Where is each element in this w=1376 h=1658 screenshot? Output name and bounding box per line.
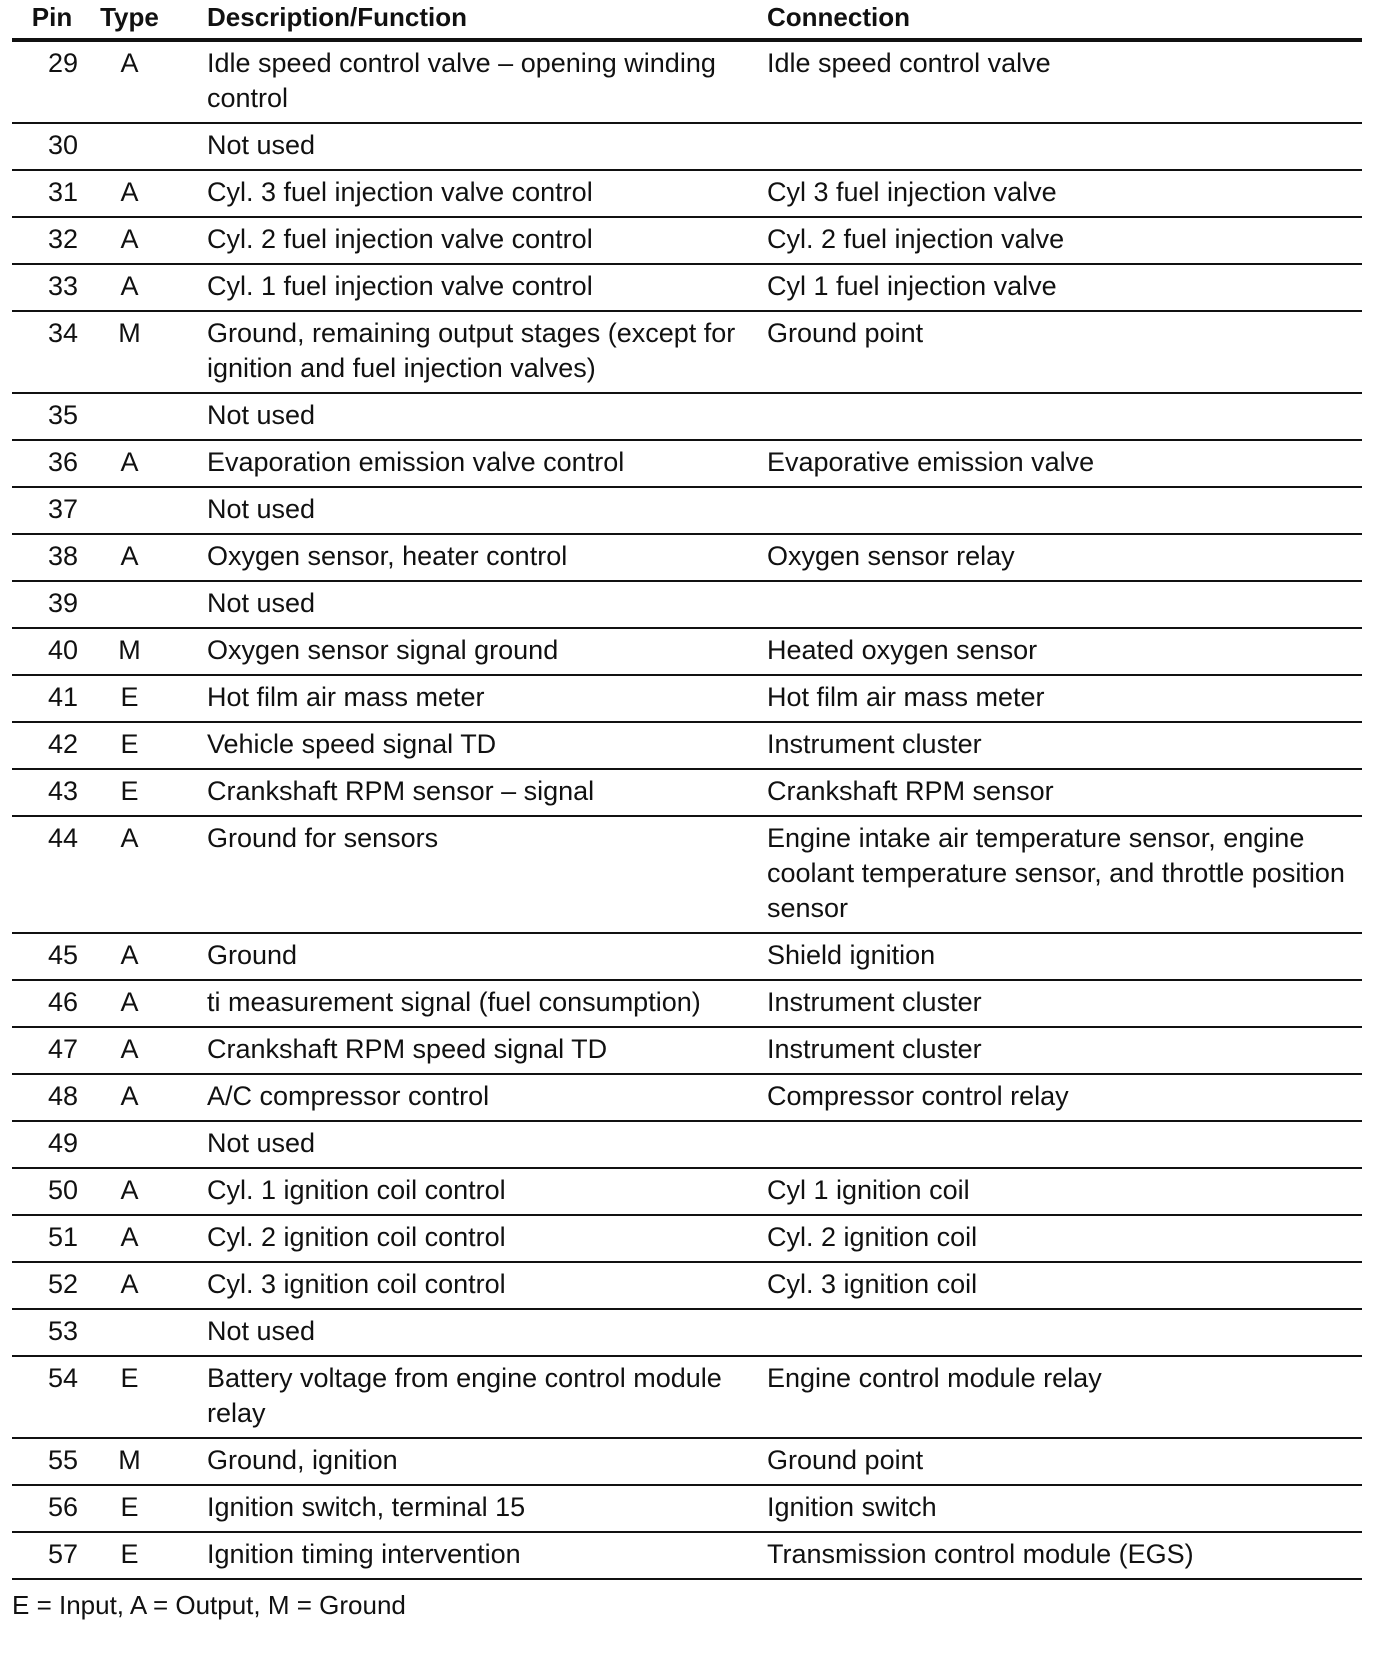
pin-cell: 52 [12, 1262, 92, 1309]
table-row [12, 1074, 1362, 1121]
pin-cell: 34 [12, 311, 92, 393]
pin-cell: 41 [12, 675, 92, 722]
type-cell: E [92, 675, 207, 722]
type-cell: E [92, 1356, 207, 1438]
header-row [12, 0, 1362, 40]
pin-cell: 49 [12, 1121, 92, 1168]
description-cell: Evaporation emission valve control [207, 440, 767, 487]
legend-note: E = Input, A = Output, M = Ground [12, 1590, 406, 1620]
type-cell: A [92, 1027, 207, 1074]
description-cell: Oxygen sensor signal ground [207, 628, 767, 675]
description-cell: Ground, remaining output stages (except for ignition and fuel injection valves) [207, 311, 767, 393]
type-cell: A [92, 1262, 207, 1309]
description-cell: Vehicle speed signal TD [207, 722, 767, 769]
description-cell: Ignition timing intervention [207, 1532, 767, 1579]
description-cell: ti measurement signal (fuel consumption) [207, 980, 767, 1027]
type-cell [92, 581, 207, 628]
connection-cell: Ignition switch [767, 1485, 1362, 1532]
header-pin: Pin [12, 0, 92, 40]
table-body [12, 40, 1362, 1579]
connection-cell: Cyl. 2 ignition coil [767, 1215, 1362, 1262]
table-row [12, 1485, 1362, 1532]
connection-cell: Shield ignition [767, 933, 1362, 980]
connection-cell [767, 581, 1362, 628]
type-cell: A [92, 170, 207, 217]
table-row [12, 487, 1362, 534]
table-row [12, 1438, 1362, 1485]
pin-cell: 31 [12, 170, 92, 217]
table-row [12, 980, 1362, 1027]
description-cell: Cyl. 1 fuel injection valve control [207, 264, 767, 311]
description-cell: Ground, ignition [207, 1438, 767, 1485]
description-cell: Cyl. 3 fuel injection valve control [207, 170, 767, 217]
pin-cell: 50 [12, 1168, 92, 1215]
type-cell: A [92, 217, 207, 264]
table-row [12, 769, 1362, 816]
table-row [12, 1356, 1362, 1438]
type-cell [92, 1121, 207, 1168]
type-cell: A [92, 440, 207, 487]
type-cell: A [92, 1215, 207, 1262]
description-cell: Not used [207, 123, 767, 170]
table-row [12, 440, 1362, 487]
connection-cell: Ground point [767, 1438, 1362, 1485]
connection-cell: Transmission control module (EGS) [767, 1532, 1362, 1579]
pin-cell: 35 [12, 393, 92, 440]
description-cell: Not used [207, 487, 767, 534]
description-cell: Crankshaft RPM sensor – signal [207, 769, 767, 816]
description-cell: Not used [207, 1309, 767, 1356]
connection-cell [767, 123, 1362, 170]
type-cell: E [92, 769, 207, 816]
type-cell: E [92, 722, 207, 769]
pin-cell: 57 [12, 1532, 92, 1579]
type-cell [92, 123, 207, 170]
pin-cell: 37 [12, 487, 92, 534]
pin-cell: 46 [12, 980, 92, 1027]
connection-cell: Cyl. 2 fuel injection valve [767, 217, 1362, 264]
description-cell: Idle speed control valve – opening winding control [207, 40, 767, 123]
table-row [12, 170, 1362, 217]
table-row [12, 1027, 1362, 1074]
pin-cell: 30 [12, 123, 92, 170]
type-cell: M [92, 1438, 207, 1485]
connection-cell: Evaporative emission valve [767, 440, 1362, 487]
type-cell: A [92, 40, 207, 123]
description-cell: Cyl. 1 ignition coil control [207, 1168, 767, 1215]
pin-cell: 40 [12, 628, 92, 675]
pin-cell: 55 [12, 1438, 92, 1485]
type-cell [92, 487, 207, 534]
type-cell: E [92, 1485, 207, 1532]
connection-cell [767, 393, 1362, 440]
pin-cell: 29 [12, 40, 92, 123]
pin-cell: 39 [12, 581, 92, 628]
connection-cell: Hot film air mass meter [767, 675, 1362, 722]
pin-cell: 47 [12, 1027, 92, 1074]
pin-cell: 51 [12, 1215, 92, 1262]
pin-cell: 53 [12, 1309, 92, 1356]
description-cell: Hot film air mass meter [207, 675, 767, 722]
table-row [12, 675, 1362, 722]
connection-cell: Engine control module relay [767, 1356, 1362, 1438]
description-cell: Cyl. 2 ignition coil control [207, 1215, 767, 1262]
table-row [12, 933, 1362, 980]
description-cell: A/C compressor control [207, 1074, 767, 1121]
connection-cell: Cyl 1 fuel injection valve [767, 264, 1362, 311]
table-row [12, 1121, 1362, 1168]
table-row [12, 217, 1362, 264]
type-cell: E [92, 1532, 207, 1579]
description-cell: Not used [207, 581, 767, 628]
table-row [12, 628, 1362, 675]
pin-cell: 43 [12, 769, 92, 816]
pin-cell: 36 [12, 440, 92, 487]
table-row [12, 311, 1362, 393]
pin-cell: 56 [12, 1485, 92, 1532]
type-cell: A [92, 534, 207, 581]
header-type: Type [92, 0, 207, 40]
table-row [12, 1309, 1362, 1356]
connection-cell [767, 1121, 1362, 1168]
type-cell: M [92, 628, 207, 675]
connection-cell [767, 1309, 1362, 1356]
table-row [12, 1262, 1362, 1309]
table-row [12, 1215, 1362, 1262]
table-row [12, 816, 1362, 933]
pin-cell: 33 [12, 264, 92, 311]
table-row [12, 123, 1362, 170]
header-connection: Connection [767, 0, 1362, 40]
table-row [12, 534, 1362, 581]
description-cell: Not used [207, 393, 767, 440]
type-cell: A [92, 1168, 207, 1215]
connection-cell: Idle speed control valve [767, 40, 1362, 123]
connection-cell: Heated oxygen sensor [767, 628, 1362, 675]
pin-cell: 32 [12, 217, 92, 264]
table-row [12, 40, 1362, 123]
type-cell: M [92, 311, 207, 393]
pin-cell: 44 [12, 816, 92, 933]
table-header [12, 0, 1362, 40]
type-cell: A [92, 980, 207, 1027]
description-cell: Not used [207, 1121, 767, 1168]
description-cell: Cyl. 2 fuel injection valve control [207, 217, 767, 264]
type-cell [92, 393, 207, 440]
type-cell: A [92, 816, 207, 933]
connection-cell: Engine intake air temperature sensor, engine coolant temperature sensor, and throttle position sensor [767, 816, 1362, 933]
table-row [12, 1532, 1362, 1579]
table-row [12, 393, 1362, 440]
pin-cell: 38 [12, 534, 92, 581]
description-cell: Crankshaft RPM speed signal TD [207, 1027, 767, 1074]
header-description: Description/Function [207, 0, 767, 40]
pin-cell: 45 [12, 933, 92, 980]
pinout-table [12, 0, 1362, 1580]
type-cell: A [92, 933, 207, 980]
connection-cell: Ground point [767, 311, 1362, 393]
connection-cell: Instrument cluster [767, 722, 1362, 769]
connection-cell [767, 487, 1362, 534]
description-cell: Cyl. 3 ignition coil control [207, 1262, 767, 1309]
connection-cell: Cyl 3 fuel injection valve [767, 170, 1362, 217]
pin-cell: 54 [12, 1356, 92, 1438]
pin-cell: 48 [12, 1074, 92, 1121]
pinout-document [12, 0, 1362, 1620]
connection-cell: Cyl. 3 ignition coil [767, 1262, 1362, 1309]
table-row [12, 1168, 1362, 1215]
table-row [12, 264, 1362, 311]
connection-cell: Instrument cluster [767, 1027, 1362, 1074]
type-cell: A [92, 264, 207, 311]
connection-cell: Compressor control relay [767, 1074, 1362, 1121]
description-cell: Battery voltage from engine control module relay [207, 1356, 767, 1438]
connection-cell: Oxygen sensor relay [767, 534, 1362, 581]
connection-cell: Crankshaft RPM sensor [767, 769, 1362, 816]
description-cell: Ground [207, 933, 767, 980]
description-cell: Oxygen sensor, heater control [207, 534, 767, 581]
connection-cell: Instrument cluster [767, 980, 1362, 1027]
type-cell [92, 1309, 207, 1356]
type-cell: A [92, 1074, 207, 1121]
table-row [12, 722, 1362, 769]
description-cell: Ground for sensors [207, 816, 767, 933]
table-row [12, 581, 1362, 628]
description-cell: Ignition switch, terminal 15 [207, 1485, 767, 1532]
pin-cell: 42 [12, 722, 92, 769]
connection-cell: Cyl 1 ignition coil [767, 1168, 1362, 1215]
